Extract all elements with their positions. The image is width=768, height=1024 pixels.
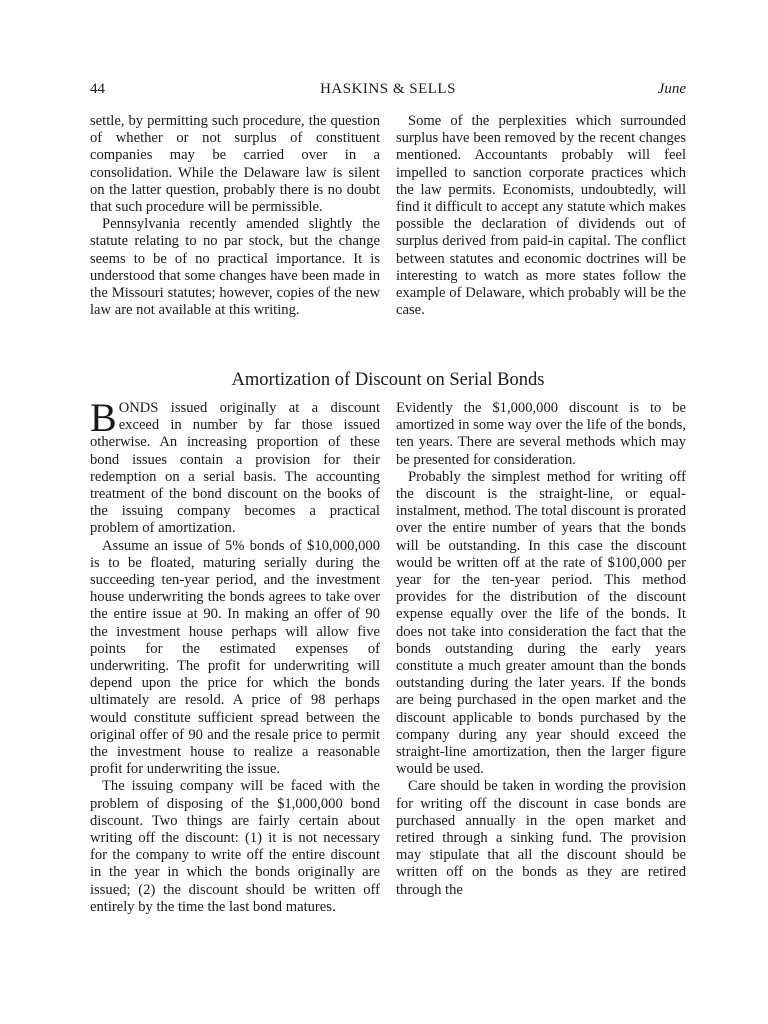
article-right-column xyxy=(396,400,686,899)
paragraph: Evidently the $1,000,000 discount is to be amortized in some way over the life of the bonds, ten years. There are several methods which may be presented for consideration. xyxy=(396,400,686,468)
article-title: Amortization of Discount on Serial Bonds xyxy=(231,370,545,390)
paragraph: The issuing company will be faced with the problem of disposing of the $1,000,000 bond discount. Two things are fairly certain about writing off the discount: (1) it is not necessary for the company to write off the entire discount in the year in which the bonds originally are issued; (2) the discount should be written off entirely by the time the last bond matures. xyxy=(90,778,380,915)
paragraph: Probably the simplest method for writing off the discount is the straight-line, or equal-instalment, method. The total discount is prorated over the entire number of years that the bonds will be outstanding. In this case the discount would be written off at the rate of $100,000 per year for the ten-year period. This method provides for the distribution of the discount expense equally over the life of the bonds. It does not take into consideration the fact that the bonds outstanding during the early years constitute a much greater amount than the bonds outstanding during the later years. If the bonds are being purchased in the open market and the discount applicable to bonds purchased by the company during any year should exceed the straight-line amortization, then the larger figure would be used. xyxy=(396,468,686,778)
issue-month: June xyxy=(657,81,686,97)
paragraph: settle, by permitting such procedure, the question of whether or not surplus of constituent companies may be carried over in a consolidation. While the Delaware law is silent on the latter question, probably there is no doubt that such procedure will be permissible. xyxy=(90,113,380,216)
journal-title: HASKINS & SELLS xyxy=(320,81,456,97)
opening-paragraph xyxy=(90,395,380,538)
paragraph: Pennsylvania recently amended slightly the statute relating to no par stock, but the change seems to be of no practical importance. It is understood that some changes have been made in the Missouri statutes; however, copies of the new law are not available at this writing. xyxy=(90,216,380,319)
page-number: 44 xyxy=(90,81,105,97)
opening-text: ONDS issued originally at a discount exceed in number by far those issued otherwise. An increasing proportion of these bond issues contain a provision for their redemption on a serial basis. The accounting treatment of the bond discount on the books of the issuing company becomes a practical problem of amortization. xyxy=(90,400,380,537)
drop-cap: B xyxy=(90,395,117,440)
top-left-column xyxy=(90,113,380,319)
paragraph: Assume an issue of 5% bonds of $10,000,000 is to be floated, maturing serially during the succeeding ten-year period, and the investment house underwriting the bonds agrees to take over the entire issue at 90. In making an offer of 90 the investment house perhaps will allow five points for the estimated expenses of underwriting. The profit for underwriting will depend upon the price for which the bonds ultimately are resold. A price of 98 perhaps would constitute sufficient spread between the original offer of 90 and the resale price to permit the investment house to realize a reasonable profit for underwriting the issue. xyxy=(90,537,380,778)
article-left-column xyxy=(90,395,380,916)
paragraph: Care should be taken in wording the provision for writing off the discount in case bonds are purchased annually in the open market and retired through a sinking fund. The provision may stipulate that all the discount should be written off on the bonds as they are retired through the xyxy=(396,778,686,898)
top-right-column xyxy=(396,113,686,319)
paragraph: Some of the perplexities which surrounded surplus have been removed by the recent changes mentioned. Accountants probably will feel impelled to sanction corporate practices which the law permits. Economists, undoubtedly, will find it difficult to accept any statute which makes possible the declaration of dividends out of surplus derived from paid-in capital. The conflict between statutes and economic doctrines will be interesting to watch as more states follow the example of Delaware, which probably will be the case. xyxy=(396,113,686,319)
running-header xyxy=(90,81,686,101)
